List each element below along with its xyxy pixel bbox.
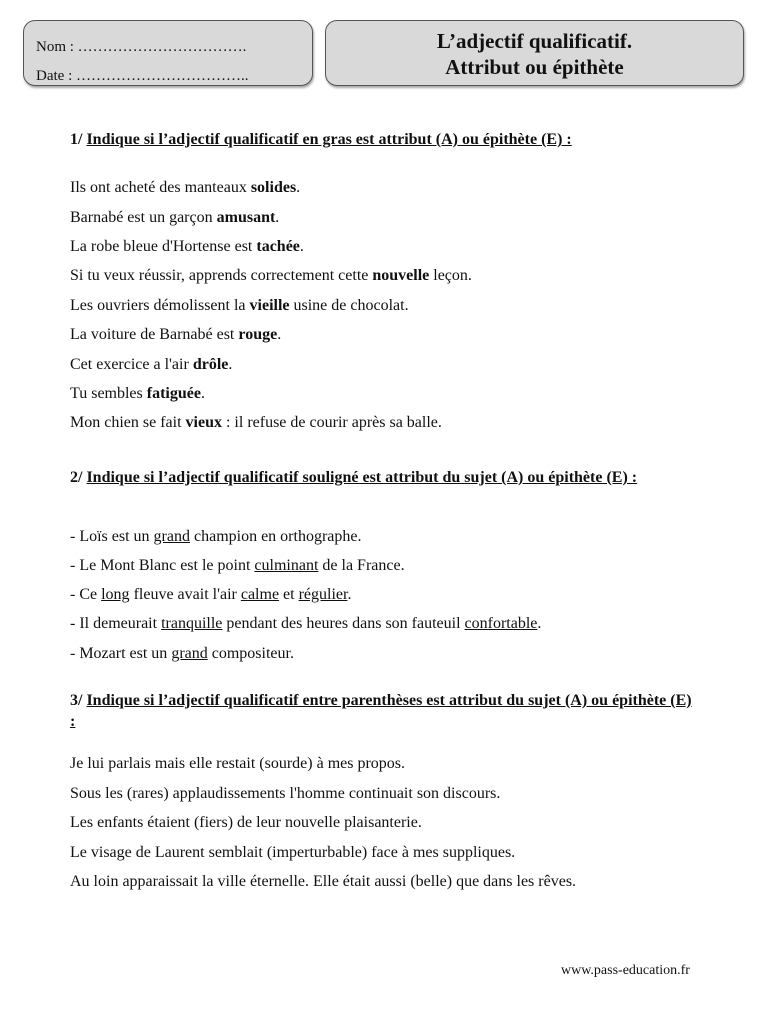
sentence-text: - Ce — [70, 586, 102, 603]
bold-adjective: solides — [250, 179, 297, 196]
sentence-3-4: Le visage de Laurent semblait (imperturbable) face à mes suppliques. — [70, 844, 516, 861]
section-3-instruction-text: Indique si l’adjectif qualificatif entre parenthèses est attribut du sujet (A) ou épithète (E) : — [70, 692, 692, 730]
title-box — [325, 20, 744, 86]
sentence-text: Mon chien se fait — [70, 414, 186, 431]
underlined-adjective: confortable — [464, 615, 538, 632]
bold-adjective: amusant — [216, 209, 276, 226]
sentence-text: La voiture de Barnabé est — [70, 326, 239, 343]
bold-adjective: rouge — [238, 326, 278, 343]
bold-adjective: nouvelle — [372, 267, 430, 284]
section-2-instruction — [70, 467, 700, 488]
section-1-instruction — [70, 129, 700, 150]
section-2-instruction-text: Indique si l’adjectif qualificatif souligné est attribut du sujet (A) ou épithète (E) : — [86, 469, 638, 486]
sentence-text: . — [200, 385, 205, 402]
underlined-adjective: long — [101, 586, 130, 603]
sentence-text: fleuve avait l'air — [129, 586, 241, 603]
sentence-text: Barnabé est un garçon — [70, 209, 217, 226]
sentence-1-5 — [70, 296, 409, 316]
sentence-text: Les ouvriers démolissent la — [70, 297, 250, 314]
bold-adjective: fatiguée — [146, 385, 201, 402]
bold-adjective: vieille — [249, 297, 290, 314]
bold-adjective: vieux — [185, 414, 222, 431]
sentence-text: leçon. — [429, 267, 472, 284]
sentence-text: . — [299, 238, 304, 255]
sentence-2-2 — [70, 556, 405, 576]
sentence-1-3 — [70, 237, 304, 257]
underlined-adjective: grand — [171, 645, 208, 662]
sentence-1-4 — [70, 266, 472, 286]
sentence-1-7 — [70, 355, 232, 375]
sentence-text: de la France. — [318, 557, 405, 574]
bold-adjective: drôle — [192, 356, 229, 373]
sentence-2-1 — [70, 527, 361, 547]
title-line-1: L’adjectif qualificatif. — [436, 29, 633, 53]
sentence-2-4 — [70, 614, 541, 634]
sentence-text: Si tu veux réussir, apprends correctement cette — [70, 267, 373, 284]
sentence-text: usine de chocolat. — [289, 297, 409, 314]
footer-website: www.pass-education.fr — [561, 963, 690, 978]
sentence-text: compositeur. — [207, 645, 294, 662]
sentence-text: La robe bleue d'Hortense est — [70, 238, 257, 255]
sentence-text: et — [279, 586, 299, 603]
sentence-text: - Le Mont Blanc est le point — [70, 557, 255, 574]
sentence-1-1 — [70, 178, 300, 198]
sentence-text: . — [537, 615, 542, 632]
sentence-1-9 — [70, 413, 442, 433]
section-3-number: 3/ — [70, 692, 87, 709]
sentence-3-2: Sous les (rares) applaudissements l'homme continuait son discours. — [70, 785, 501, 802]
sentence-text: Tu sembles — [70, 385, 147, 402]
title-line-2: Attribut ou épithète — [445, 55, 624, 79]
sentence-text: : il refuse de courir après sa balle. — [221, 414, 442, 431]
underlined-adjective: tranquille — [161, 615, 223, 632]
underlined-adjective: calme — [240, 586, 280, 603]
sentence-text: - Loïs est un — [70, 528, 154, 545]
sentence-text: . — [347, 586, 352, 603]
bold-adjective: tachée — [256, 238, 300, 255]
sentence-text: champion en orthographe. — [189, 528, 362, 545]
section-3-instruction — [70, 690, 700, 732]
sentence-2-5 — [70, 644, 294, 664]
sentence-1-8 — [70, 384, 205, 404]
underlined-adjective: grand — [153, 528, 190, 545]
date-field[interactable]: Date : …………………………….. — [36, 68, 249, 84]
sentence-text: - Mozart est un — [70, 645, 172, 662]
sentence-text: - Il demeurait — [70, 615, 162, 632]
underlined-adjective: régulier — [298, 586, 348, 603]
underlined-adjective: culminant — [254, 557, 319, 574]
sentence-1-2 — [70, 208, 279, 228]
sentence-3-5: Au loin apparaissait la ville éternelle. Elle était aussi (belle) que dans les rêves. — [70, 873, 577, 890]
section-2-number: 2/ — [70, 469, 87, 486]
name-field[interactable]: Nom : ……………………………. — [36, 39, 247, 55]
sentence-2-3 — [70, 585, 351, 605]
sentence-text: Ils ont acheté des manteaux — [70, 179, 251, 196]
sentence-text: . — [275, 209, 280, 226]
sentence-text: Cet exercice a l'air — [70, 356, 193, 373]
sentence-text: . — [296, 179, 301, 196]
section-1-instruction-text: Indique si l’adjectif qualificatif en gras est attribut (A) ou épithète (E) : — [86, 131, 572, 148]
name-date-box — [23, 20, 313, 86]
sentence-text: . — [228, 356, 233, 373]
sentence-text: . — [277, 326, 282, 343]
sentence-3-3: Les enfants étaient (fiers) de leur nouvelle plaisanterie. — [70, 814, 422, 831]
sentence-text: pendant des heures dans son fauteuil — [222, 615, 465, 632]
sentence-3-1: Je lui parlais mais elle restait (sourde) à mes propos. — [70, 755, 406, 772]
sentence-1-6 — [70, 325, 281, 345]
section-1-number: 1/ — [70, 131, 87, 148]
